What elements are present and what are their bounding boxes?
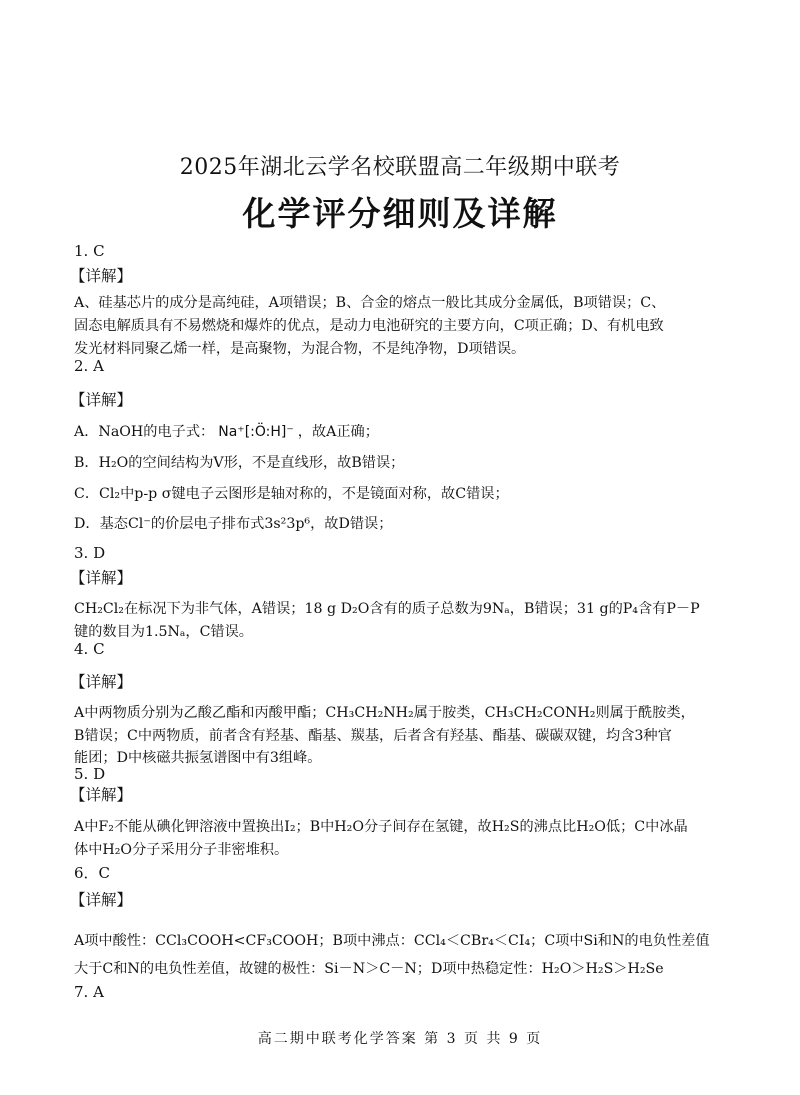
explanation-q2-a — [74, 421, 379, 441]
explanation-label-q5: 【详解】 — [70, 786, 133, 804]
answer-q4: 4. C — [74, 640, 105, 658]
explanation-label-q1: 【详解】 — [70, 267, 133, 285]
explanation-label-q3: 【详解】 — [70, 569, 133, 587]
q2-a-suffix: ，故A正确； — [297, 424, 379, 440]
explanation-q1-line3: 发光材料同聚乙烯一样，是高聚物，为混合物，不是纯净物，D项错误。 — [74, 341, 526, 357]
explanation-label-q6: 【详解】 — [70, 891, 133, 909]
answer-q2: 2. A — [74, 357, 104, 375]
document-subtitle: 化学评分细则及详解 — [242, 194, 558, 233]
explanation-q3-line1: CH₂Cl₂在标况下为非气体，A错误；18 g D₂O含有的质子总数为9Nₐ，B错误；31 g的P₄含有P－P — [74, 601, 700, 617]
explanation-q5-line2: 体中H₂O分子采用分子非密堆积。 — [74, 842, 289, 858]
explanation-q2-c: C．Cl₂中p-p σ键电子云图形是轴对称的，不是镜面对称，故C错误； — [74, 486, 509, 502]
naoh-lewis-structure: Na⁺[:Ö:H]⁻ — [218, 424, 294, 440]
explanation-q4-line1: A中两物质分别为乙酸乙酯和丙酸甲酯；CH₃CH₂NH₂属于胺类，CH₃CH₂CONH₂则属于酰胺类， — [74, 705, 695, 721]
explanation-q4-line3: 能团；D中核磁共振氢谱图中有3组峰。 — [74, 750, 322, 766]
answer-q3: 3. D — [74, 544, 106, 562]
exam-title: 2025年湖北云学名校联盟高二年级期中联考 — [179, 155, 621, 180]
explanation-q1-line2: 固态电解质具有不易燃烧和爆炸的优点，是动力电池研究的主要方向，C项正确；D、有机电致 — [74, 318, 664, 334]
answer-q5: 5. D — [74, 765, 106, 783]
answer-q7: 7. A — [74, 983, 104, 1001]
explanation-q6-line1: A项中酸性：CCl₃COOH<CF₃COOH；B项中沸点：CCl₄＜CBr₄＜CI₄；C项中Si和N的电负性差值 — [74, 933, 710, 949]
explanation-q1-line1: A、硅基芯片的成分是高纯硅，A项错误；B、合金的熔点一般比其成分金属低，B项错误；C、 — [74, 295, 666, 311]
explanation-q4-line2: B错误；C中两物质，前者含有羟基、酯基、羰基，后者含有羟基、酯基、碳碳双键，均含3种官 — [74, 728, 672, 744]
page-footer: 高二期中联考化学答案 第 3 页 共 9 页 — [257, 1031, 543, 1047]
explanation-label-q2: 【详解】 — [70, 391, 133, 409]
answer-q1: 1. C — [74, 242, 105, 260]
answer-q6: 6．C — [74, 864, 111, 882]
explanation-q2-d: D．基态Cl⁻的价层电子排布式3s²3p⁶，故D错误； — [74, 516, 393, 532]
q2-a-prefix: A．NaOH的电子式： — [74, 424, 215, 440]
explanation-q2-b: B．H₂O的空间结构为V形，不是直线形，故B错误； — [74, 455, 405, 471]
explanation-label-q4: 【详解】 — [70, 673, 133, 691]
explanation-q3-line2: 键的数目为1.5Nₐ，C错误。 — [74, 624, 253, 640]
explanation-q6-line2: 大于C和N的电负性差值，故键的极性：Si－N＞C－N；D项中热稳定性：H₂O＞H₂S＞H₂Se — [74, 961, 664, 977]
explanation-q5-line1: A中F₂不能从碘化钾溶液中置换出I₂；B中H₂O分子间存在氢键，故H₂S的沸点比H₂O低；C中冰晶 — [74, 819, 688, 835]
